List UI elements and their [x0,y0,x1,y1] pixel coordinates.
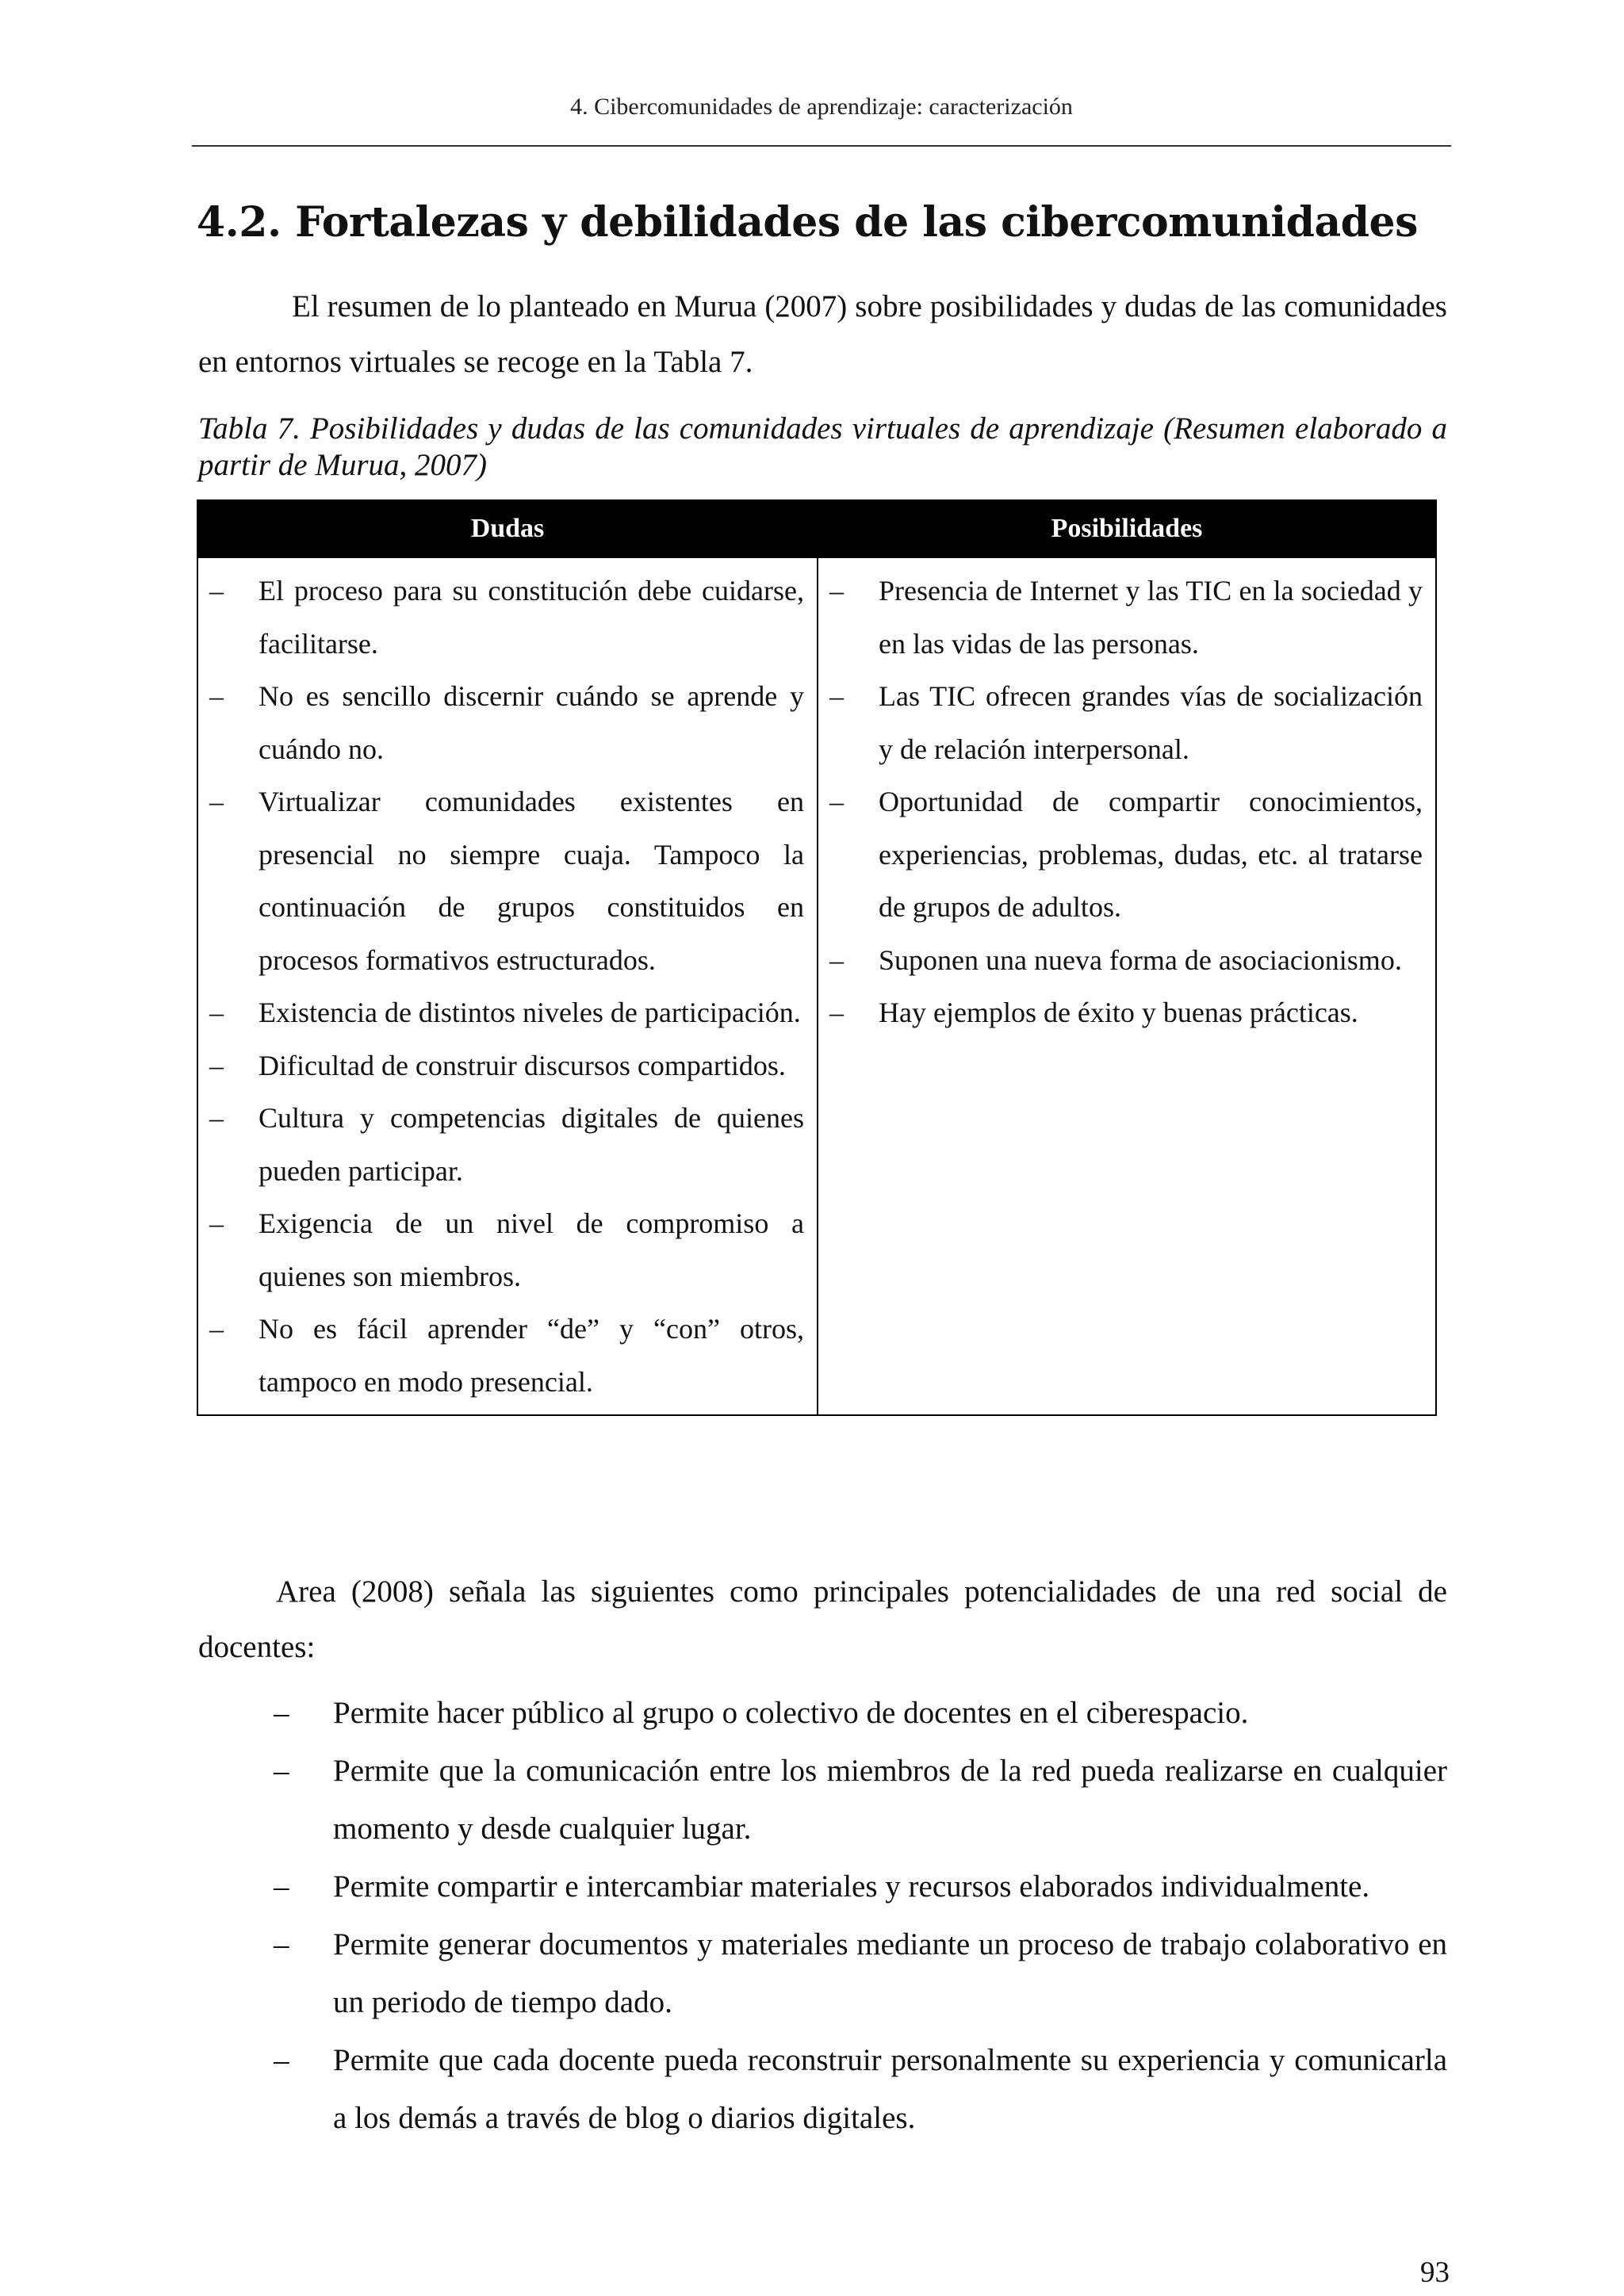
area-paragraph [198,1564,1447,1675]
bullet-dash: – [209,1313,224,1345]
dudas-item [205,986,804,1039]
posibilidades-item [825,564,1423,670]
bullet-dash: – [274,1927,289,1961]
area-bullet-item-text: Permite compartir e intercambiar materiales y recursos elaborados individualmente. [333,1869,1370,1904]
header-posibilidades: Posibilidades [818,500,1436,557]
area-bullet-item-text: Permite hacer público al grupo o colectivo de docentes en el ciberespacio. [333,1696,1249,1730]
area-bullet-item [198,1858,1447,1915]
bullet-dash: – [274,1754,289,1788]
posibilidades-item [825,934,1423,987]
bullet-dash: – [274,1696,289,1730]
page-number: 93 [1420,2256,1450,2289]
table-body-row [197,557,1436,1415]
dudas-item [205,1303,804,1408]
intro-paragraph-text: El resumen de lo planteado en Murua (2007) sobre posibilidades y dudas de las comunidades en entornos virtuales se recoge en la Tabla 7. [198,289,1447,379]
bullet-dash: – [209,997,224,1028]
area-bullet-item [198,2031,1447,2147]
posibilidades-item [825,986,1423,1039]
bullet-dash: – [274,2043,289,2077]
posibilidades-item [825,670,1423,775]
area-bullet-item [198,1684,1447,1742]
posibilidades-item-text: Presencia de Internet y las TIC en la sociedad y en las vidas de las personas. [879,575,1423,660]
bullet-dash: – [829,680,844,712]
header-rule [192,145,1451,147]
bullet-dash: – [209,575,224,607]
area-bullet-item-text: Permite generar documentos y materiales mediante un proceso de trabajo colaborativo en un periodo de tiempo dado. [333,1927,1447,2019]
table-7 [197,499,1437,1416]
posibilidades-cell [818,557,1436,1415]
area-bullet-item-text: Permite que cada docente pueda reconstruir personalmente su experiencia y comunicarla a los demás a través de blog o diarios digitales. [333,2043,1447,2135]
area-bullet-list [198,1684,1447,2147]
bullet-dash: – [209,1207,224,1239]
area-bullet-item [198,1915,1447,2031]
intro-paragraph [198,279,1447,390]
dudas-item [205,670,804,775]
bullet-dash: – [209,1102,224,1134]
posibilidades-item [825,775,1423,934]
dudas-cell [197,557,818,1415]
dudas-list [205,564,804,1408]
bullet-dash: – [209,1049,224,1081]
bullet-dash: – [829,943,844,976]
section-title: 4.2. Fortalezas y debilidades de las cibercomunidades [197,198,1418,247]
dudas-item-text: No es fácil aprender “de” y “con” otros, tampoco en modo presencial. [259,1313,804,1398]
dudas-item [205,564,804,670]
table-header-row [197,500,1436,557]
header-dudas: Dudas [197,500,818,557]
dudas-item-text: No es sencillo discernir cuándo se aprende y cuándo no. [259,680,804,765]
table-caption: Tabla 7. Posibilidades y dudas de las comunidades virtuales de aprendizaje (Resumen elaborado a partir de Murua, 2007) [198,411,1447,482]
area-paragraph-text: Area (2008) señala las siguientes como principales potencialidades de una red social de docentes: [198,1575,1447,1664]
bullet-dash: – [829,997,844,1028]
area-bullet-item-text: Permite que la comunicación entre los miembros de la red pueda realizarse en cualquier momento y desde cualquier lugar. [333,1754,1447,1846]
bullet-dash: – [209,786,224,817]
dudas-item [205,775,804,986]
dudas-item-text: Cultura y competencias digitales de quienes pueden participar. [259,1102,804,1187]
running-header: 4. Cibercomunidades de aprendizaje: caracterización [570,94,1073,120]
dudas-item [205,1092,804,1197]
posibilidades-list [825,564,1423,1039]
dudas-item-text: Dificultad de construir discursos compartidos. [259,1049,786,1081]
posibilidades-item-text: Las TIC ofrecen grandes vías de socialización y de relación interpersonal. [879,680,1423,765]
dudas-item [205,1039,804,1093]
bullet-dash: – [209,680,224,712]
bullet-dash: – [829,786,844,817]
posibilidades-item-text: Hay ejemplos de éxito y buenas prácticas. [879,997,1358,1028]
posibilidades-item-text: Suponen una nueva forma de asociacionismo. [879,943,1402,976]
posibilidades-item-text: Oportunidad de compartir conocimientos, experiencias, problemas, dudas, etc. al tratarse de grupos de adultos. [879,786,1423,923]
bullet-dash: – [274,1869,289,1904]
dudas-item-text: Virtualizar comunidades existentes en presencial no siempre cuaja. Tampoco la continuación de grupos constituidos en procesos formativos estructurados. [259,786,804,976]
area-bullet-item [198,1742,1447,1858]
dudas-item [205,1197,804,1303]
dudas-item-text: Existencia de distintos niveles de participación. [259,997,801,1028]
dudas-item-text: El proceso para su constitución debe cuidarse, facilitarse. [259,575,804,660]
dudas-item-text: Exigencia de un nivel de compromiso a quienes son miembros. [259,1207,804,1292]
bullet-dash: – [829,575,844,607]
